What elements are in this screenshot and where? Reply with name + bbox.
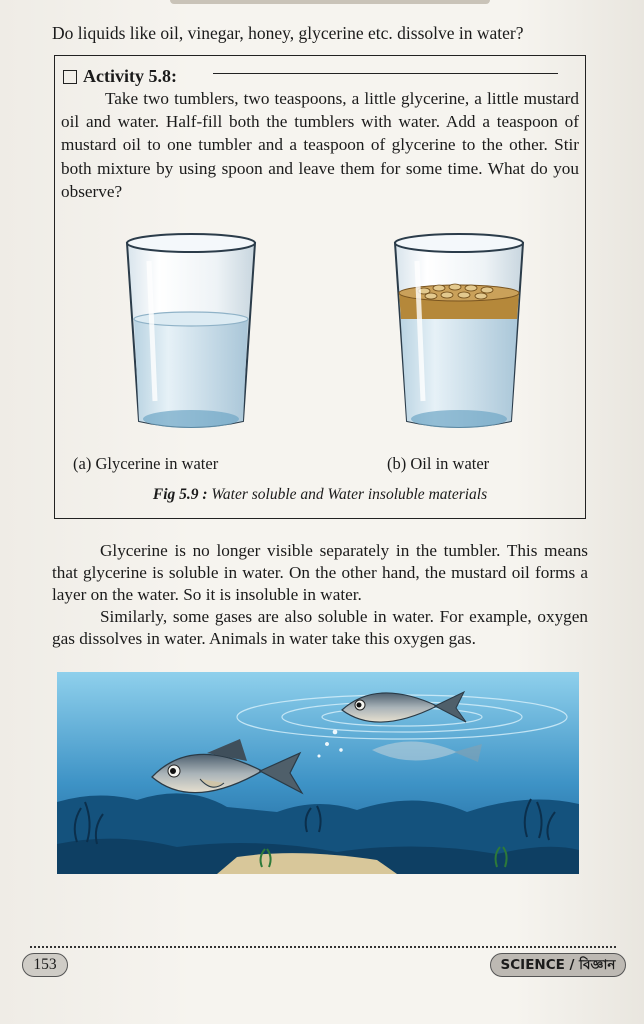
activity-body: Take two tumblers, two teaspoons, a little glycerine, a little mustard oil and water. Half-fill both the tumblers with water. Add a teaspoon of mustard oil to one tumbler and a teaspoon of glycerine to the other. Stir both mixture by using spoon and leave them for some time. What do you observe? [61,89,579,201]
heading-rule [213,73,558,74]
figure-label: Fig 5.9 : [152,486,208,503]
paragraph-1-text: Glycerine is no longer visible separately in the tumbler. This means that glycerine is soluble in water. On the other hand, the mustard oil forms a layer on the water. So it is insoluble in water. [52,541,588,604]
footer-dotted-rule [30,946,616,948]
paragraph-2-text: Similarly, some gases are also soluble in water. For example, oxygen gas dissolves in water. Animals in water take this oxygen gas. [52,607,588,648]
figure-title: Water soluble and Water insoluble materials [211,486,488,503]
activity-title: Activity 5.8: [83,66,177,86]
glass-glycerine-illustration [121,231,261,436]
book-label: SCIENCE / বিজ্ঞান [490,953,626,977]
caption-a: (a) Glycerine in water [73,454,219,473]
activity-box [54,55,586,519]
glass-oil-illustration [389,231,529,436]
figure-caption [55,486,585,504]
caption-b: (b) Oil in water [387,454,490,473]
page-top-edge [170,0,490,4]
underwater-fish-illustration [57,672,579,874]
page-number: 153 [22,953,68,977]
activity-heading [63,66,177,87]
paragraph-1 [52,540,588,606]
question-text: Do liquids like oil, vinegar, honey, glycerine etc. dissolve in water? [52,23,524,43]
activity-text [61,87,579,203]
checkbox-icon [63,70,77,84]
paragraph-2 [52,606,588,650]
